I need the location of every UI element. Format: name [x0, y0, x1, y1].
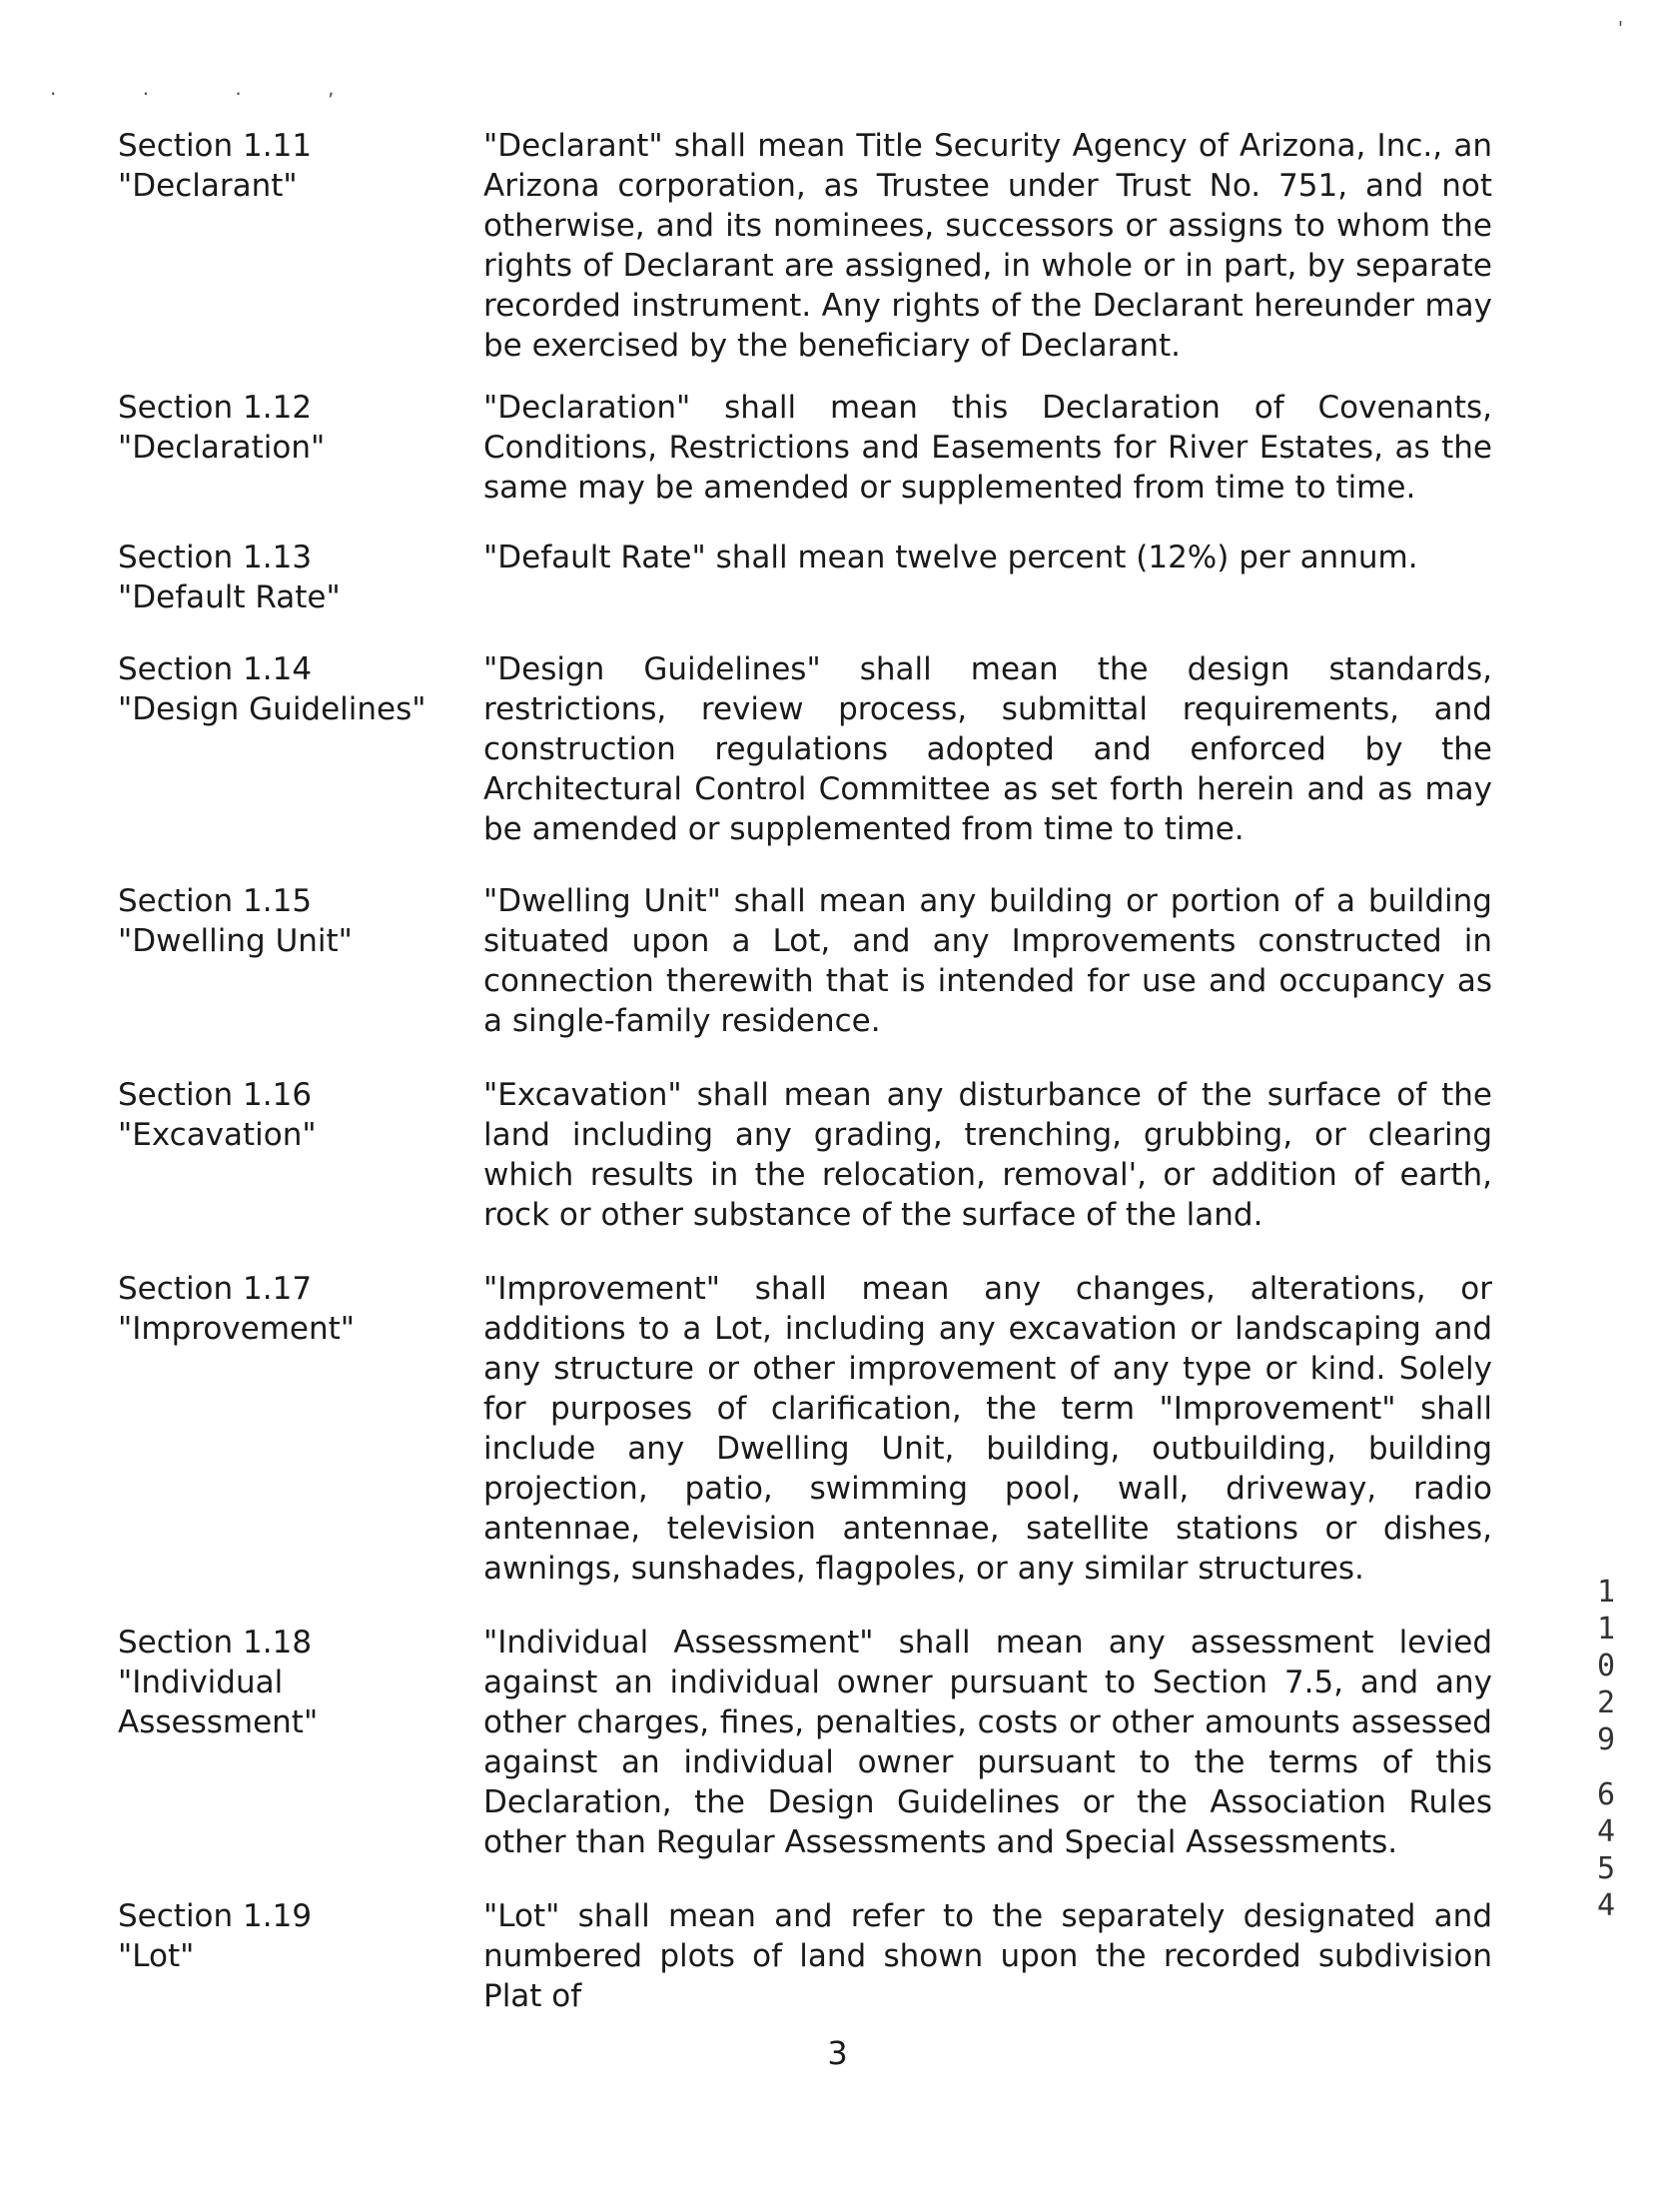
section-number: Section 1.17 — [118, 1271, 313, 1307]
definitions-list — [118, 126, 1506, 2016]
stamp-digit: 2 — [1596, 1685, 1616, 1720]
section-term: "Dwelling Unit" — [118, 923, 353, 959]
section-term: "Excavation" — [118, 1117, 317, 1153]
section-label — [118, 1075, 483, 1155]
section-1-18 — [118, 1623, 1506, 1862]
section-label — [118, 1269, 483, 1349]
section-1-12 — [118, 388, 1506, 508]
section-term: "Declarant" — [118, 168, 298, 204]
section-label — [118, 126, 483, 206]
stamp-digit: 1 — [1596, 1575, 1616, 1610]
section-1-15 — [118, 881, 1506, 1041]
stamp-digit: 5 — [1596, 1851, 1616, 1886]
section-term-continued: Assessment" — [118, 1704, 319, 1740]
section-term: "Declaration" — [118, 430, 326, 466]
section-definition-text: "Improvement" shall mean any changes, alterations, or additions to a Lot, including any excavation or landscaping and any structure or other improvement of any type or kind. Solely for purposes of clarification, the term "Improvement" shall include any Dwelling Unit, building, outbuilding, building projection, patio, swimming pool, wall, driveway, radio antennae, television antennae, satellite stations or dishes, awnings, sunshades, flagpoles, or any similar structures. — [483, 1271, 1492, 1587]
section-number: Section 1.16 — [118, 1077, 313, 1113]
stamp-digit: 0 — [1596, 1649, 1616, 1683]
page-number: 3 — [827, 2034, 848, 2072]
section-number: Section 1.19 — [118, 1898, 313, 1934]
section-1-14 — [118, 649, 1506, 849]
section-number: Section 1.14 — [118, 651, 313, 687]
scan-corner-mark: ' — [1618, 18, 1623, 39]
stamp-digit: 1 — [1596, 1612, 1616, 1647]
section-term: "Lot" — [118, 1938, 195, 1974]
section-1-16 — [118, 1075, 1506, 1235]
section-term: "Individual — [118, 1664, 284, 1700]
scan-artifact-marks: . . . , — [50, 76, 375, 100]
section-definition-text: "Default Rate" shall mean twelve percent (12%) per annum. — [483, 540, 1418, 575]
stamp-digit: 4 — [1596, 1814, 1616, 1849]
section-term: "Improvement" — [118, 1311, 356, 1347]
section-1-11 — [118, 126, 1506, 366]
section-label — [118, 649, 483, 729]
section-definition-text: "Dwelling Unit" shall mean any building or portion of a building situated upon a Lot, and any Improvements constructed in connection therewith that is intended for use and occupancy as a single-family residence. — [483, 883, 1492, 1039]
section-definition-text: "Design Guidelines" shall mean the design standards, restrictions, review process, submittal requirements, and construction regulations adopted and enforced by the Architectural Control Committee as set forth herein and as may be amended or supplemented from time to time. — [483, 651, 1492, 847]
section-1-13 — [118, 538, 1506, 617]
stamp-digit: 9 — [1596, 1722, 1616, 1757]
section-number: Section 1.12 — [118, 390, 313, 426]
stamp-digit: 6 — [1596, 1777, 1616, 1812]
section-label — [118, 1896, 483, 1976]
section-label — [118, 1623, 483, 1742]
section-1-17 — [118, 1269, 1506, 1589]
section-label — [118, 388, 483, 468]
section-label — [118, 538, 483, 617]
section-number: Section 1.18 — [118, 1625, 313, 1660]
section-1-19 — [118, 1896, 1506, 2016]
section-label — [118, 881, 483, 961]
section-definition-text: "Individual Assessment" shall mean any assessment levied against an individual owner pursuant to Section 7.5, and any other charges, fines, penalties, costs or other amounts assessed against an individual owner pursuant to the terms of this Declaration, the Design Guidelines or the Association Rules other than Regular Assessments and Special Assessments. — [483, 1625, 1492, 1860]
stamp-digit: 4 — [1596, 1888, 1616, 1923]
recording-number-stamp — [1586, 1574, 1626, 1924]
section-number: Section 1.11 — [118, 128, 313, 164]
section-definition-text: "Declarant" shall mean Title Security Agency of Arizona, Inc., an Arizona corporation, as Trustee under Trust No. 751, and not otherwise, and its nominees, successors or assigns to whom the rights of Declarant are assigned, in whole or in part, by separate recorded instrument. Any rights of the Declarant hereunder may be exercised by the beneficiary of Declarant. — [483, 128, 1492, 364]
section-definition-text: "Lot" shall mean and refer to the separately designated and numbered plots of land shown upon the recorded subdivision Plat of — [483, 1898, 1492, 2014]
section-definition-text: "Declaration" shall mean this Declaration of Covenants, Conditions, Restrictions and Easements for River Estates, as the same may be amended or supplemented from time to time. — [483, 390, 1492, 506]
section-number: Section 1.15 — [118, 883, 313, 919]
section-term: "Default Rate" — [118, 579, 341, 615]
section-definition-text: "Excavation" shall mean any disturbance of the surface of the land including any grading, trenching, grubbing, or clearing which results in the relocation, removal', or addition of earth, rock or other substance of the surface of the land. — [483, 1077, 1492, 1233]
section-number: Section 1.13 — [118, 540, 313, 575]
section-term: "Design Guidelines" — [118, 691, 426, 727]
